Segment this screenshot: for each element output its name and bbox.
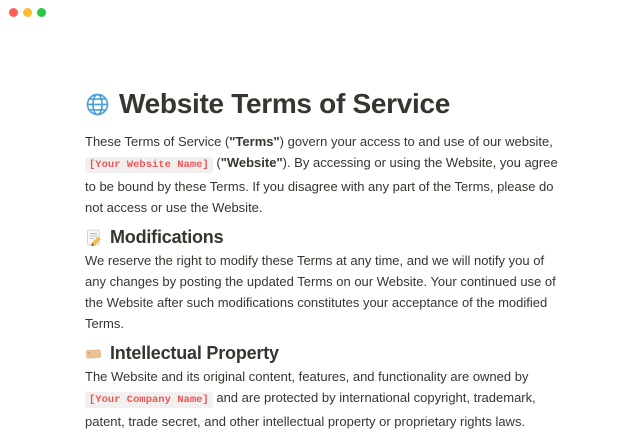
section-heading-text: Intellectual Property bbox=[110, 343, 279, 363]
minimize-window-button[interactable] bbox=[23, 8, 32, 17]
globe-icon bbox=[85, 92, 110, 117]
memo-icon bbox=[85, 229, 102, 246]
document-body bbox=[85, 0, 558, 432]
window-controls bbox=[9, 8, 46, 17]
inline-code-placeholder: [Your Company Name] bbox=[85, 392, 213, 408]
modifications-paragraph: We reserve the right to modify these Terms at any time, and we will notify you of any changes by posting the updated Terms on our Website. Your continued use of the Website after such modifications constitutes your acceptance of the modified Terms. bbox=[85, 253, 556, 331]
label-icon bbox=[85, 345, 102, 362]
section-heading-intellectual-property bbox=[85, 340, 558, 366]
page-title bbox=[85, 86, 558, 122]
section-heading-modifications bbox=[85, 224, 558, 250]
page-title-text: Website Terms of Service bbox=[119, 88, 451, 119]
inline-code-placeholder: [Your Website Name] bbox=[85, 157, 213, 173]
zoom-window-button[interactable] bbox=[37, 8, 46, 17]
section-heading-text: Modifications bbox=[110, 227, 224, 247]
intellectual-property-paragraph: The Website and its original content, features, and functionality are owned by [Your Company Name] and are protected by international copyright, trademark, patent, trade secret, and other intellectual property or proprietary rights laws. bbox=[85, 369, 536, 429]
intro-paragraph: These Terms of Service ("Terms") govern your access to and use of our website, [Your Website Name] ("Website"). By accessing or using the Website, you agree to be bound by these Terms. If you disagree with any part of the Terms, please do not access or use the Website. bbox=[85, 134, 558, 215]
close-window-button[interactable] bbox=[9, 8, 18, 17]
